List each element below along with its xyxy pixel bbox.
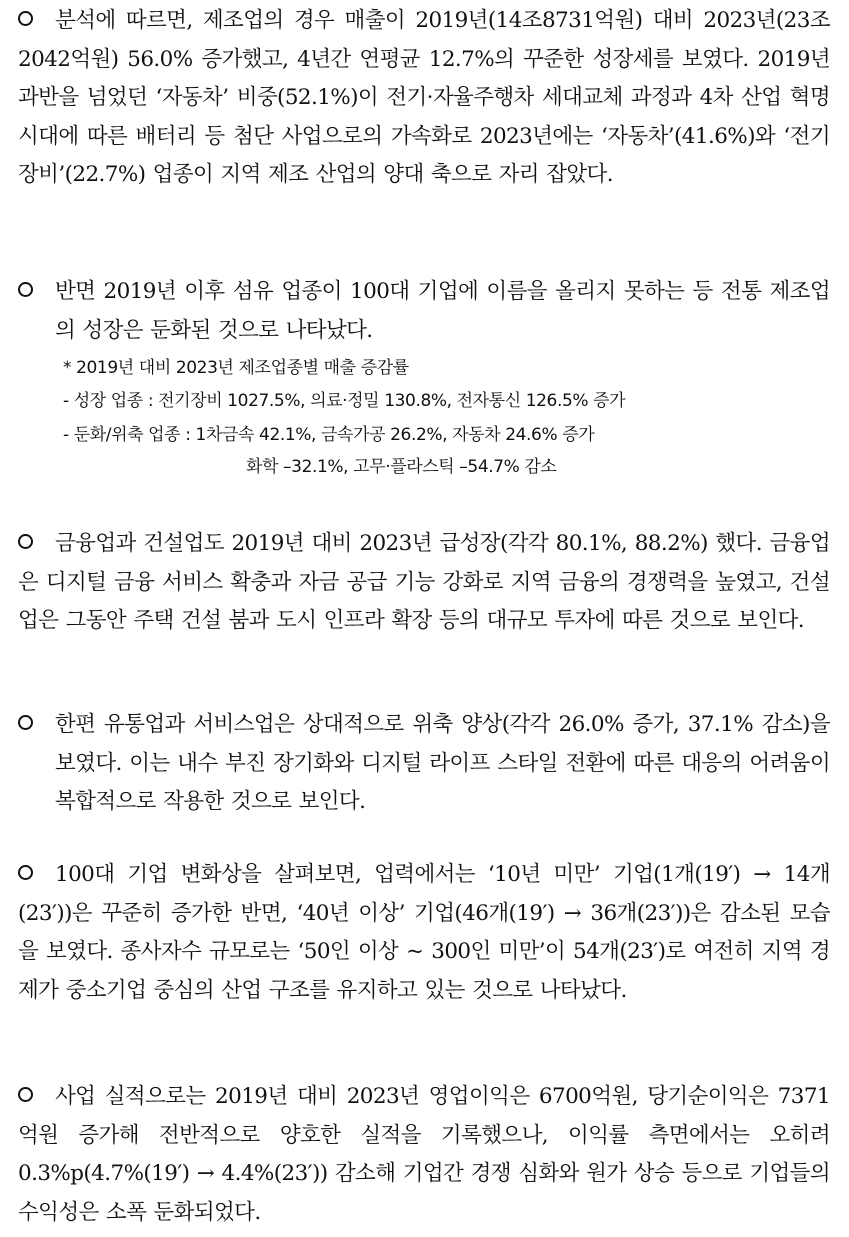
paragraph-text: 분석에 따르면, 제조업의 경우 매출이 2019년(14조8731억원) 대비 2023년(23조2042억원) 56.0% 증가했고, 4년간 연평균 12.7%의 꾸준한 성장세를 보였다. 2019년 과반을 넘었던 ‘자동차’ 비중(52.1%)이 전기·자율주행차 세대교체 과정과 4차 산업 혁명 시대에 따른 배터리 등 첨단 사업으로의 가속화로 2023년에는 ‘자동차’(41.6%)와 ‘전기장비’(22.7%) 업종이 지역 제조 산업의 양대 축으로 자리 잡았다. [18,8,830,188]
paragraph-text: 한편 유통업과 서비스업은 상대적으로 위축 양상(각각 26.0% 증가, 37.1% 감소)을 보였다. 이는 내수 부진 장기화와 디지털 라이프 스타일 전환에 따른 대응의 어려움이 복합적으로 작용한 것으로 보인다. [55,712,830,815]
note-title: * 2019년 대비 2023년 제조업종별 매출 증감률 [63,358,409,378]
note-declining-sectors-continued: 화학 –32.1%, 고무·플라스틱 –54.7% 감소 [246,457,557,477]
circle-bullet-icon [18,282,33,297]
paragraph-text: 100대 기업 변화상을 살펴보면, 업력에서는 ‘10년 미만’ 기업(1개(19′) → 14개(23′))은 꾸준히 증가한 반면, ‘40년 이상’ 기업(46개(19′) → 36개(23′))은 감소된 모습을 보였다. 종사자수 규모로는 ‘50인 이상 ~ 300인 미만’이 54개(23′)로 여전히 지역 경제가 중소기업 중심의 산업 구조를 유지하고 있는 것으로 나타났다. [18,862,830,1003]
note-declining-sectors: - 둔화/위축 업종 : 1차금속 42.1%, 금속가공 26.2%, 자동차 24.6% 증가 [63,425,595,445]
paragraph-text: 사업 실적으로는 2019년 대비 2023년 영업이익은 6700억원, 당기순이익은 7371억원 증가해 전반적으로 양호한 실적을 기록했으나, 이익률 측면에서는 오히려 0.3%p(4.7%(19′) → 4.4%(23′)) 감소해 기업간 경쟁 심화와 원가 상승 등으로 기업들의 수익성은 소폭 둔화되었다. [18,1084,830,1225]
note-growth-sectors: - 성장 업종 : 전기장비 1027.5%, 의료·정밀 130.8%, 전자통신 126.5% 증가 [63,391,626,411]
circle-bullet-icon [18,715,33,730]
paragraph-text: 금융업과 건설업도 2019년 대비 2023년 급성장(각각 80.1%, 88.2%) 했다. 금융업은 디지털 금융 서비스 확충과 자금 공급 기능 강화로 지역 금융의 경쟁력을 높였고, 건설업은 그동안 주택 건설 붐과 도시 인프라 확장 등의 대규모 투자에 따른 것으로 보인다. [18,531,830,634]
paragraph-text: 반면 2019년 이후 섬유 업종이 100대 기업에 이름을 올리지 못하는 등 전통 제조업의 성장은 둔화된 것으로 나타났다. [55,279,830,343]
